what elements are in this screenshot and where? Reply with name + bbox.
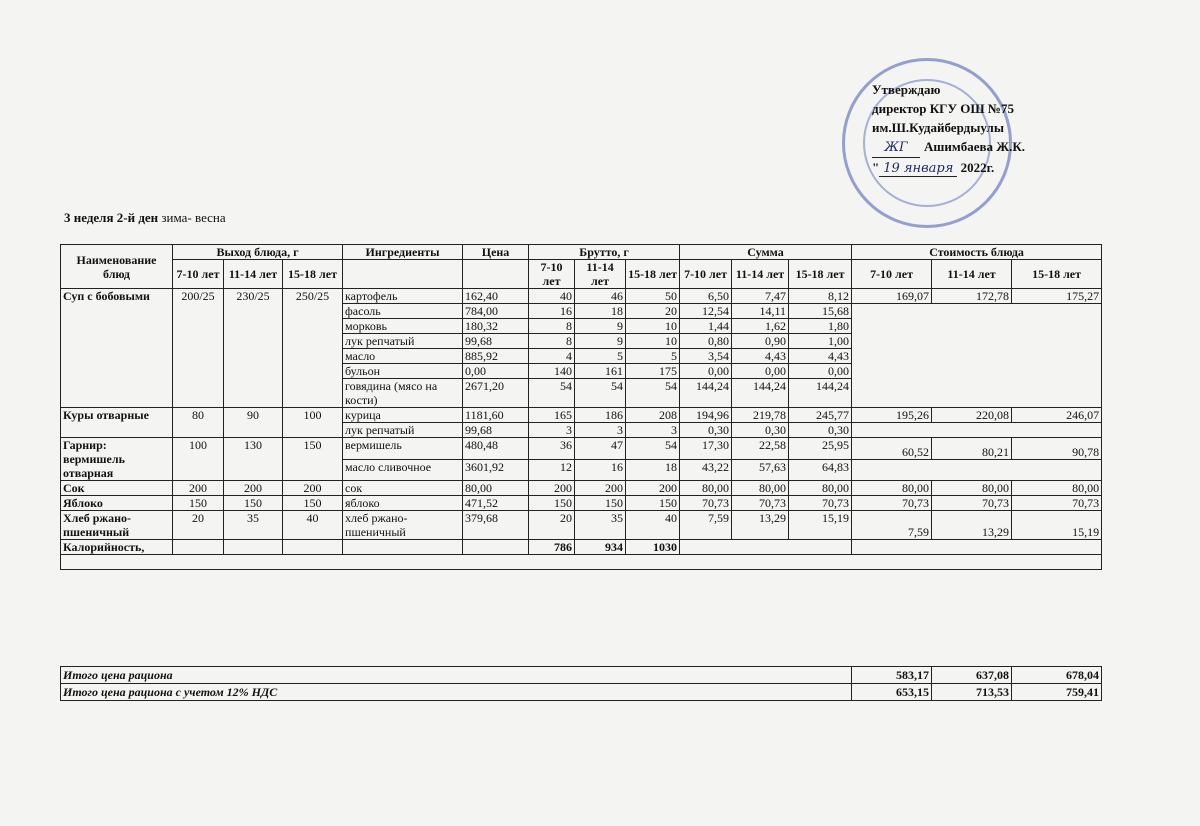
gross-value: 20 bbox=[529, 511, 575, 540]
empty-cell bbox=[224, 540, 283, 555]
dish-output: 100 bbox=[283, 408, 343, 438]
ingredient-price: 471,52 bbox=[463, 496, 529, 511]
dish-cost: 172,78 bbox=[932, 289, 1012, 304]
ingredient-price: 162,40 bbox=[463, 289, 529, 304]
sum-value: 1,80 bbox=[789, 319, 852, 334]
totals-label: Итого цена рациона bbox=[61, 667, 852, 684]
sum-value: 70,73 bbox=[789, 496, 852, 511]
sum-value: 17,30 bbox=[680, 438, 732, 460]
approval-school: им.Ш.Кудайбердыулы bbox=[872, 120, 1004, 135]
signature-row bbox=[872, 137, 1132, 158]
ingredient-price: 99,68 bbox=[463, 423, 529, 438]
gross-value: 200 bbox=[626, 481, 680, 496]
sum-value: 0,30 bbox=[732, 423, 789, 438]
sum-value: 144,24 bbox=[680, 379, 732, 408]
gross-value: 9 bbox=[575, 334, 626, 349]
gross-value: 5 bbox=[626, 349, 680, 364]
sum-value: 0,80 bbox=[680, 334, 732, 349]
sum-value: 4,43 bbox=[732, 349, 789, 364]
empty-cell bbox=[343, 540, 463, 555]
sum-value: 14,11 bbox=[732, 304, 789, 319]
dish-cost: 70,73 bbox=[932, 496, 1012, 511]
gross-value: 10 bbox=[626, 319, 680, 334]
gross-value: 200 bbox=[575, 481, 626, 496]
sum-value: 194,96 bbox=[680, 408, 732, 423]
sum-value: 7,59 bbox=[680, 511, 732, 540]
sum-value: 8,12 bbox=[789, 289, 852, 304]
gross-value: 12 bbox=[529, 459, 575, 481]
dish-cost: 195,26 bbox=[852, 408, 932, 423]
col-cost: Стоимость блюда bbox=[852, 245, 1102, 260]
sum-value: 0,00 bbox=[680, 364, 732, 379]
ingredient-price: 480,48 bbox=[463, 438, 529, 460]
week-heading: 3 неделя 2-й ден зима- весна bbox=[64, 210, 226, 225]
menu-table: Наименование блюд Выход блюда, г Ингредиенты Цена Брутто, г Сумма Стоимость блюда 7-10 лет 11-14 лет 15-18 лет 7-10 лет 11-14 лет 15-18 лет 7-10 лет 11-14 лет 15-18 лет 7-10 лет 11-14 лет 15-18 лет Суп с бобовыми 200/25 230/25 250/25 картофель 162,40 40 46 50 6,50 7,47 8,12 169,07 172,78 175,27 фасоль 784,00 16 18 20 12,54 14,11 15,68 морковь 180,32 8 9 10 1,44 1,62 1,80 лук репчатый 99,68 8 9 10 0,80 0,90 1,00 масло 885,92 4 5 5 3,54 4,43 4,43 бульон 0,00 140 161 175 0,00 0,00 0,00 говядина (мясо на кости) 2671,20 54 54 54 144,24 144,24 144,24 Куры отварные 80 90 100 курица 1181,60 165 186 208 194,96 219,78 245,77 195,26 220,08 246,07 лук репчатый 99,68 3 3 3 0,30 0,30 0,30 Гарнир: вермишель отварная 100 130 150 вермишель 480,48 36 47 54 17,30 22,58 25,95 60,52 80,21 90,78 масло сливочное 3601,92 12 16 18 43,22 57,63 64,83 Сок 200 200 200 сок 80,00 200 200 200 80,00 80,00 80,00 80,00 80,00 80,00 Яблоко 150 150 150 яблоко 471,52 150 150 150 70,73 70,73 70,73 70,73 70,73 70,73 Хлеб ржано-пшеничный 20 35 40 хлеб ржано-пшеничный 379,68 20 35 40 7,59 13,29 15,19 7,59 13,29 15,19 Калорийность, 786 934 1030 bbox=[60, 244, 1102, 570]
dish-output: 150 bbox=[173, 496, 224, 511]
empty-cell bbox=[173, 540, 224, 555]
sum-value: 1,44 bbox=[680, 319, 732, 334]
gross-value: 54 bbox=[626, 379, 680, 408]
sum-value: 57,63 bbox=[732, 459, 789, 481]
sum-value: 4,43 bbox=[789, 349, 852, 364]
ingredient-price: 80,00 bbox=[463, 481, 529, 496]
approval-date: " 19 января 2022г. bbox=[872, 160, 995, 176]
col-output: Выход блюда, г bbox=[173, 245, 343, 260]
ingredient-price: 1181,60 bbox=[463, 408, 529, 423]
calories-value: 934 bbox=[575, 540, 626, 555]
sum-value: 80,00 bbox=[680, 481, 732, 496]
table-row bbox=[61, 511, 1102, 540]
ingredient-name: фасоль bbox=[343, 304, 463, 319]
ingredient-name: вермишель bbox=[343, 438, 463, 460]
calories-value: 1030 bbox=[626, 540, 680, 555]
empty-cost-cell bbox=[852, 423, 1102, 438]
ingredient-name: хлеб ржано-пшеничный bbox=[343, 511, 463, 540]
dish-cost: 90,78 bbox=[1012, 438, 1102, 460]
col-sum: Сумма bbox=[680, 245, 852, 260]
dish-output: 100 bbox=[173, 438, 224, 481]
ingredient-price: 0,00 bbox=[463, 364, 529, 379]
totals-value: 653,15 bbox=[852, 684, 932, 701]
empty-cost-cell bbox=[852, 304, 1102, 408]
gross-value: 3 bbox=[575, 423, 626, 438]
sum-value: 7,47 bbox=[732, 289, 789, 304]
gross-value: 36 bbox=[529, 438, 575, 460]
gross-value: 47 bbox=[575, 438, 626, 460]
ingredient-name: лук репчатый bbox=[343, 334, 463, 349]
dish-output: 230/25 bbox=[224, 289, 283, 408]
totals-value: 637,08 bbox=[932, 667, 1012, 684]
gross-value: 20 bbox=[626, 304, 680, 319]
sum-value: 25,95 bbox=[789, 438, 852, 460]
totals-table bbox=[60, 666, 1102, 701]
ingredient-name: картофель bbox=[343, 289, 463, 304]
gross-value: 54 bbox=[575, 379, 626, 408]
dish-cost: 80,00 bbox=[852, 481, 932, 496]
approval-position: директор КГУ ОШ №75 bbox=[872, 101, 1014, 116]
sum-value: 6,50 bbox=[680, 289, 732, 304]
handwritten-signature: ЖГ bbox=[872, 138, 920, 158]
menu-body bbox=[61, 289, 1102, 570]
gross-value: 150 bbox=[626, 496, 680, 511]
gross-value: 18 bbox=[575, 304, 626, 319]
dish-output: 200 bbox=[224, 481, 283, 496]
dish-name: Суп с бобовыми bbox=[61, 289, 173, 408]
ingredient-price: 3601,92 bbox=[463, 459, 529, 481]
calories-value: 786 bbox=[529, 540, 575, 555]
spacer-row bbox=[61, 555, 1102, 570]
gross-value: 140 bbox=[529, 364, 575, 379]
gross-value: 54 bbox=[529, 379, 575, 408]
gross-value: 150 bbox=[575, 496, 626, 511]
dish-output: 200/25 bbox=[173, 289, 224, 408]
dish-output: 80 bbox=[173, 408, 224, 438]
dish-cost: 60,52 bbox=[852, 438, 932, 460]
approval-title: Утверждаю bbox=[872, 82, 941, 97]
gross-value: 150 bbox=[529, 496, 575, 511]
table-row bbox=[61, 289, 1102, 304]
dish-output: 150 bbox=[283, 496, 343, 511]
dish-output: 150 bbox=[224, 496, 283, 511]
sum-value: 70,73 bbox=[680, 496, 732, 511]
totals-value: 759,41 bbox=[1012, 684, 1102, 701]
dish-name: Гарнир: вермишель отварная bbox=[61, 438, 173, 481]
dish-cost: 70,73 bbox=[1012, 496, 1102, 511]
sum-value: 70,73 bbox=[732, 496, 789, 511]
empty-cell bbox=[463, 540, 529, 555]
sum-value: 12,54 bbox=[680, 304, 732, 319]
sum-value: 0,00 bbox=[789, 364, 852, 379]
gross-value: 175 bbox=[626, 364, 680, 379]
gross-value: 46 bbox=[575, 289, 626, 304]
sum-value: 0,30 bbox=[789, 423, 852, 438]
totals-row bbox=[61, 684, 1102, 701]
col-dish: Наименование блюд bbox=[61, 245, 173, 289]
dish-cost: 15,19 bbox=[1012, 511, 1102, 540]
sum-value: 43,22 bbox=[680, 459, 732, 481]
gross-value: 3 bbox=[529, 423, 575, 438]
dish-output: 40 bbox=[283, 511, 343, 540]
sum-value: 15,19 bbox=[789, 511, 852, 540]
ingredient-price: 784,00 bbox=[463, 304, 529, 319]
sum-value: 64,83 bbox=[789, 459, 852, 481]
gross-value: 54 bbox=[626, 438, 680, 460]
ingredient-name: морковь bbox=[343, 319, 463, 334]
handwritten-date: 19 января bbox=[879, 161, 957, 177]
totals-value: 583,17 bbox=[852, 667, 932, 684]
table-row bbox=[61, 496, 1102, 511]
col-price: Цена bbox=[463, 245, 529, 260]
sum-value: 1,62 bbox=[732, 319, 789, 334]
sum-value: 13,29 bbox=[732, 511, 789, 540]
empty-cell bbox=[680, 540, 852, 555]
sum-value: 22,58 bbox=[732, 438, 789, 460]
dish-output: 35 bbox=[224, 511, 283, 540]
ingredient-price: 2671,20 bbox=[463, 379, 529, 408]
calories-row bbox=[61, 540, 1102, 555]
gross-value: 208 bbox=[626, 408, 680, 423]
gross-value: 161 bbox=[575, 364, 626, 379]
sum-value: 144,24 bbox=[732, 379, 789, 408]
empty-cell bbox=[283, 540, 343, 555]
dish-cost: 220,08 bbox=[932, 408, 1012, 423]
gross-value: 4 bbox=[529, 349, 575, 364]
gross-value: 18 bbox=[626, 459, 680, 481]
totals-label: Итого цена рациона с учетом 12% НДС bbox=[61, 684, 852, 701]
ingredient-price: 99,68 bbox=[463, 334, 529, 349]
dish-name: Яблоко bbox=[61, 496, 173, 511]
sum-value: 80,00 bbox=[732, 481, 789, 496]
ingredient-name: сок bbox=[343, 481, 463, 496]
dish-cost: 80,00 bbox=[932, 481, 1012, 496]
table-row bbox=[61, 481, 1102, 496]
empty-cost-cell bbox=[852, 459, 1102, 481]
approval-block bbox=[872, 80, 1132, 178]
dish-cost: 70,73 bbox=[852, 496, 932, 511]
gross-value: 8 bbox=[529, 319, 575, 334]
sum-value: 15,68 bbox=[789, 304, 852, 319]
table-row bbox=[61, 408, 1102, 423]
col-ingredients: Ингредиенты bbox=[343, 245, 463, 260]
director-name: Ашимбаева Ж.К. bbox=[924, 139, 1026, 154]
ingredient-name: масло сливочное bbox=[343, 459, 463, 481]
empty-cell bbox=[61, 555, 1102, 570]
gross-value: 200 bbox=[529, 481, 575, 496]
sum-value: 1,00 bbox=[789, 334, 852, 349]
dish-output: 200 bbox=[283, 481, 343, 496]
sum-value: 80,00 bbox=[789, 481, 852, 496]
dish-output: 90 bbox=[224, 408, 283, 438]
sum-value: 0,90 bbox=[732, 334, 789, 349]
sum-value: 3,54 bbox=[680, 349, 732, 364]
ingredient-name: масло bbox=[343, 349, 463, 364]
gross-value: 5 bbox=[575, 349, 626, 364]
totals-value: 678,04 bbox=[1012, 667, 1102, 684]
dish-cost: 7,59 bbox=[852, 511, 932, 540]
dish-output: 250/25 bbox=[283, 289, 343, 408]
ingredient-name: яблоко bbox=[343, 496, 463, 511]
ingredient-name: курица bbox=[343, 408, 463, 423]
dish-output: 150 bbox=[283, 438, 343, 481]
dish-output: 130 bbox=[224, 438, 283, 481]
sum-value: 219,78 bbox=[732, 408, 789, 423]
gross-value: 35 bbox=[575, 511, 626, 540]
totals-row bbox=[61, 667, 1102, 684]
gross-value: 186 bbox=[575, 408, 626, 423]
dish-name: Хлеб ржано-пшеничный bbox=[61, 511, 173, 540]
dish-output: 200 bbox=[173, 481, 224, 496]
dish-cost: 80,00 bbox=[1012, 481, 1102, 496]
table-row bbox=[61, 438, 1102, 460]
ingredient-price: 180,32 bbox=[463, 319, 529, 334]
dish-name: Куры отварные bbox=[61, 408, 173, 438]
calories-label: Калорийность, bbox=[61, 540, 173, 555]
ingredient-price: 379,68 bbox=[463, 511, 529, 540]
ingredient-name: говядина (мясо на кости) bbox=[343, 379, 463, 408]
totals-value: 713,53 bbox=[932, 684, 1012, 701]
gross-value: 10 bbox=[626, 334, 680, 349]
gross-value: 8 bbox=[529, 334, 575, 349]
ingredient-name: бульон bbox=[343, 364, 463, 379]
sum-value: 0,00 bbox=[732, 364, 789, 379]
gross-value: 16 bbox=[575, 459, 626, 481]
sum-value: 144,24 bbox=[789, 379, 852, 408]
gross-value: 165 bbox=[529, 408, 575, 423]
sum-value: 0,30 bbox=[680, 423, 732, 438]
dish-name: Сок bbox=[61, 481, 173, 496]
gross-value: 3 bbox=[626, 423, 680, 438]
gross-value: 40 bbox=[626, 511, 680, 540]
sum-value: 245,77 bbox=[789, 408, 852, 423]
ingredient-name: лук репчатый bbox=[343, 423, 463, 438]
dish-cost: 169,07 bbox=[852, 289, 932, 304]
dish-cost: 175,27 bbox=[1012, 289, 1102, 304]
dish-output: 20 bbox=[173, 511, 224, 540]
dish-cost: 80,21 bbox=[932, 438, 1012, 460]
gross-value: 40 bbox=[529, 289, 575, 304]
ingredient-price: 885,92 bbox=[463, 349, 529, 364]
empty-cell bbox=[852, 540, 1102, 555]
gross-value: 16 bbox=[529, 304, 575, 319]
col-gross: Брутто, г bbox=[529, 245, 680, 260]
dish-cost: 13,29 bbox=[932, 511, 1012, 540]
gross-value: 50 bbox=[626, 289, 680, 304]
dish-cost: 246,07 bbox=[1012, 408, 1102, 423]
gross-value: 9 bbox=[575, 319, 626, 334]
